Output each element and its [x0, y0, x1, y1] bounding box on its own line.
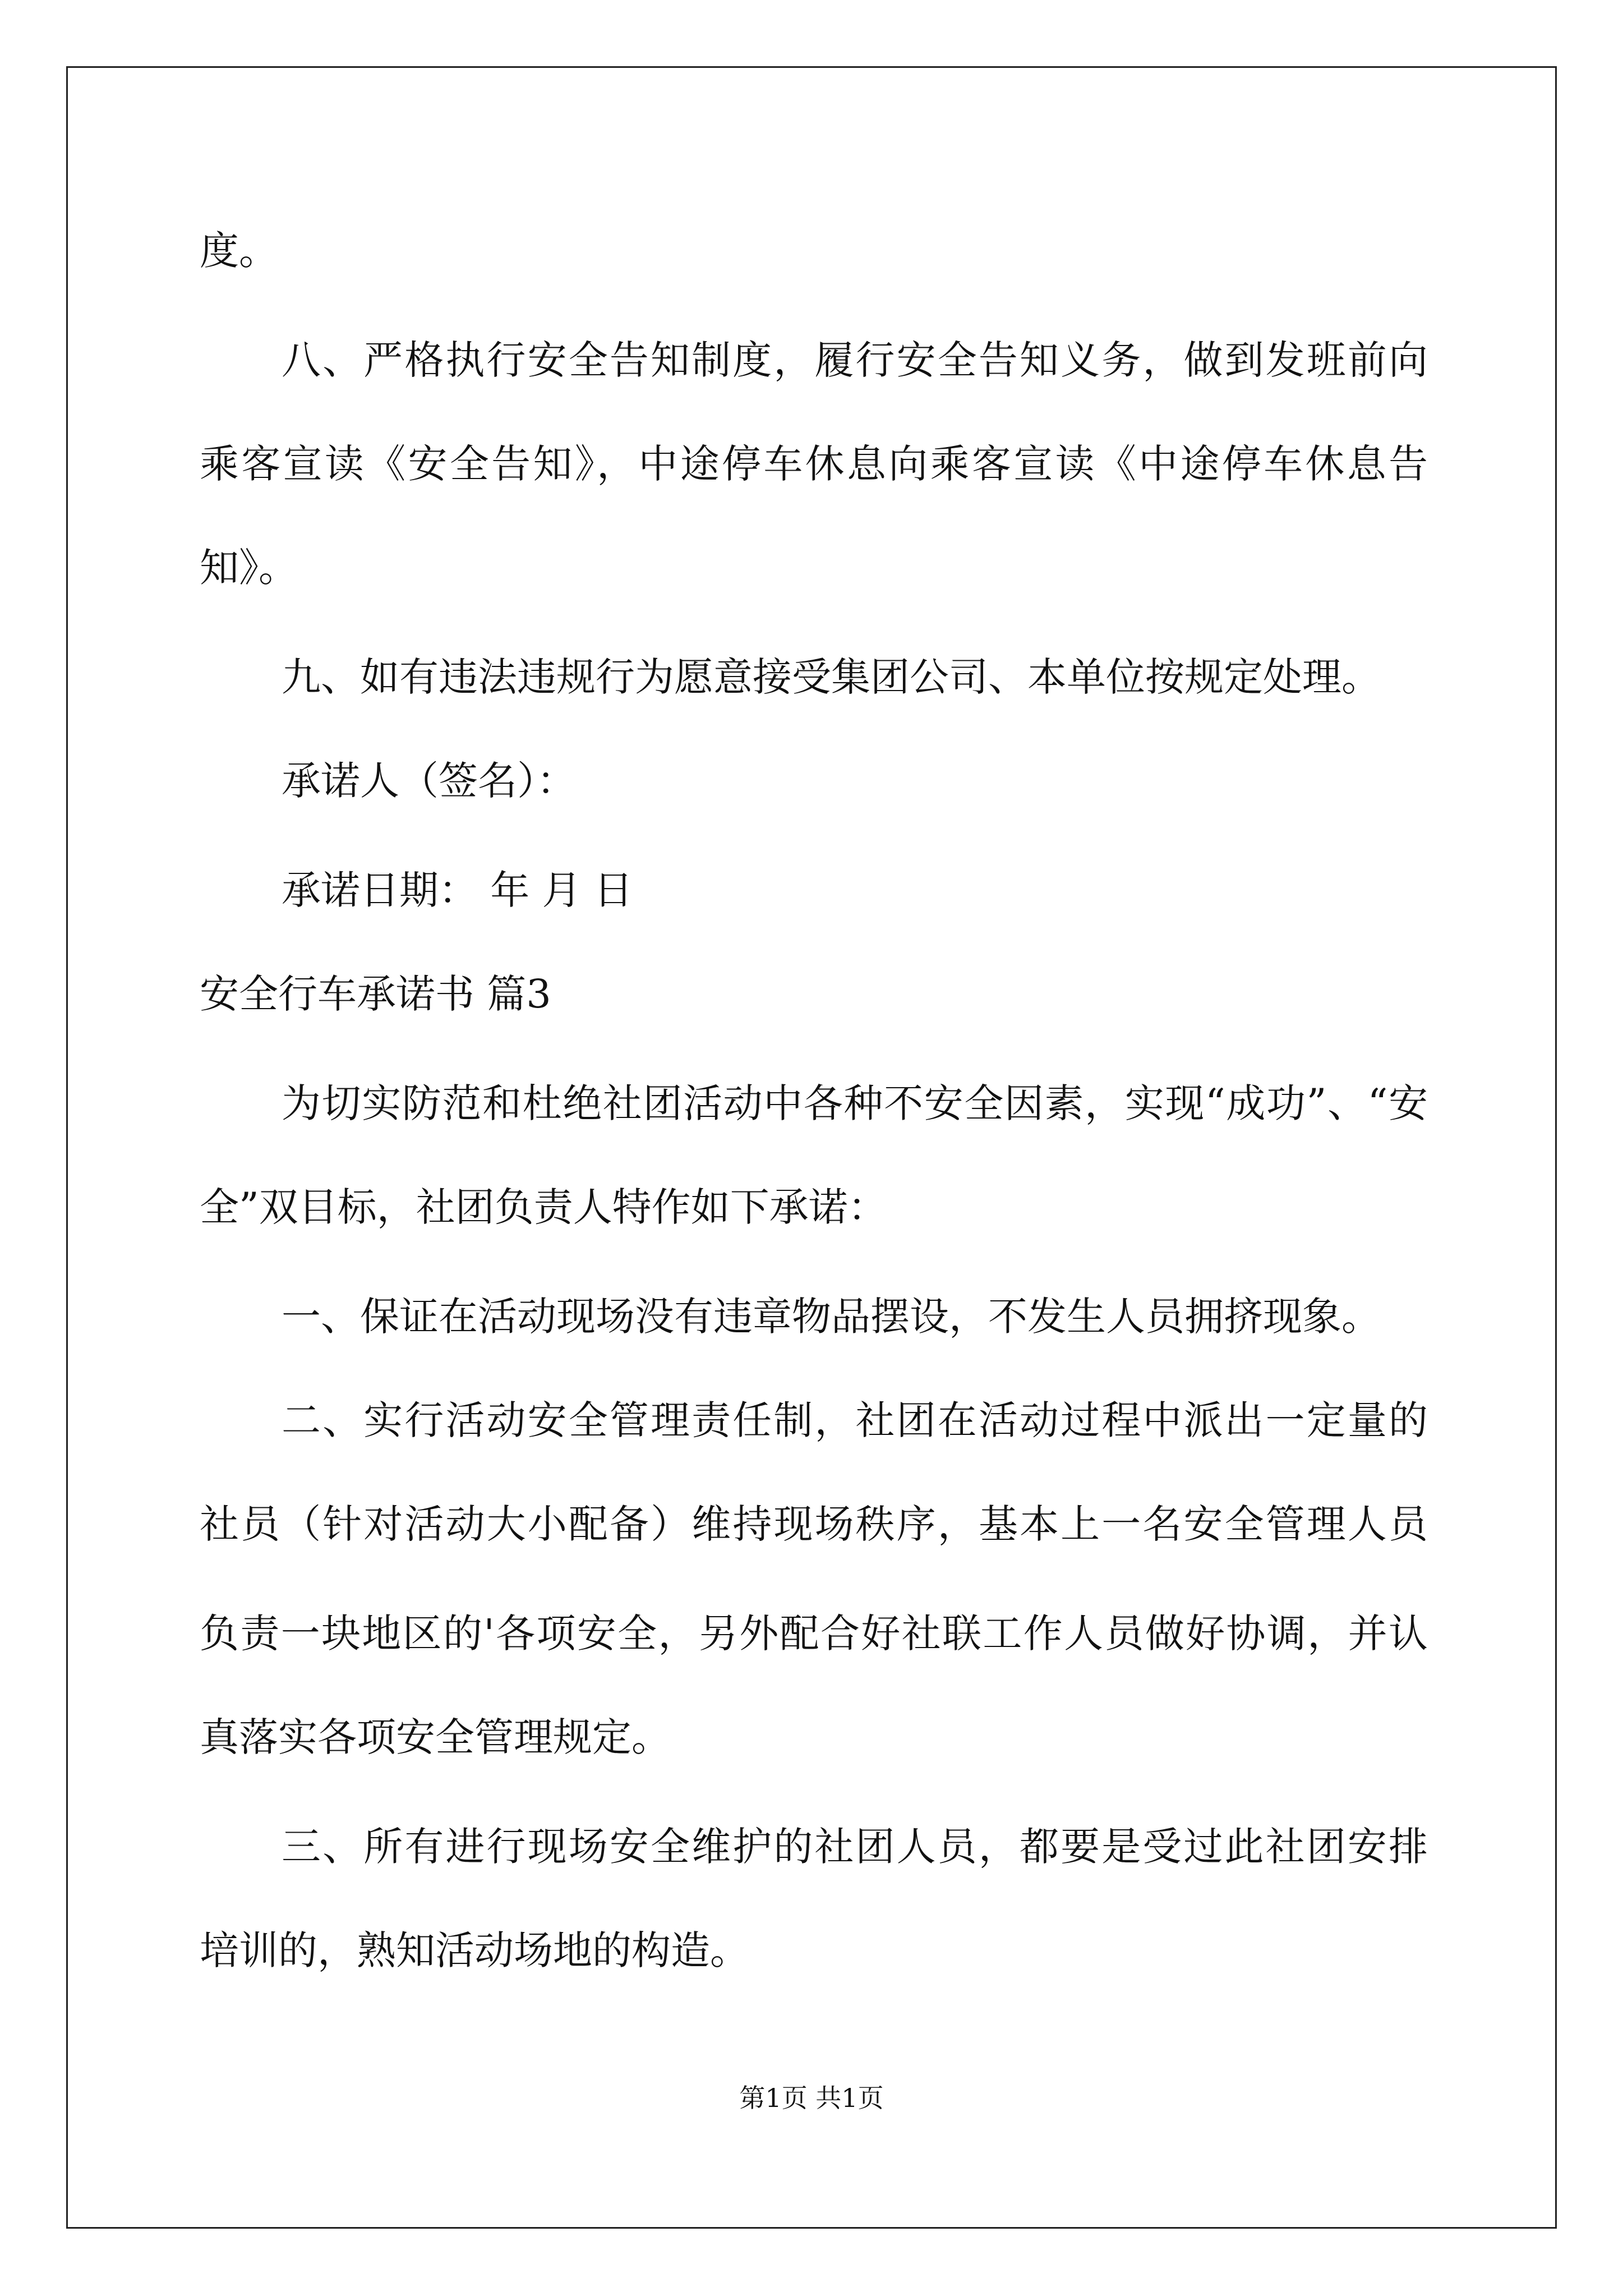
section-heading: 安全行车承诺书 篇3 — [200, 971, 551, 1017]
text-line: 知》。 — [200, 545, 298, 591]
text-line: 度。 — [200, 228, 278, 274]
text-line: 承诺日期： 年 月 日 — [282, 867, 633, 913]
text-line: 全”双目标，社团负责人特作如下承诺： — [200, 1184, 887, 1230]
text-line: 九、如有违法违规行为愿意接受集团公司、本单位按规定处理。 — [282, 654, 1381, 700]
page-footer: 第1页 共1页 — [739, 2083, 884, 2113]
text-line: 社员（针对活动大小配备）维持现场秩序，基本上一名安全管理人员 — [200, 1501, 1428, 1547]
text-line: 乘客宣读《安全告知》，中途停车休息向乘客宣读《中途停车休息告 — [200, 441, 1428, 487]
text-line: 为切实防范和杜绝社团活动中各种不安全因素，实现“成功”、“安 — [282, 1080, 1428, 1126]
text-line: 一、保证在活动现场没有违章物品摆设，不发生人员拥挤现象。 — [282, 1294, 1381, 1340]
page-border — [66, 66, 1557, 2229]
text-line: 真落实各项安全管理规定。 — [200, 1714, 671, 1760]
text-line: 负责一块地区的'各项安全，另外配合好社联工作人员做好协调，并认 — [200, 1611, 1428, 1657]
text-line: 二、实行活动安全管理责任制，社团在活动过程中派出一定量的 — [282, 1397, 1428, 1443]
text-line: 培训的，熟知活动场地的构造。 — [200, 1927, 749, 1973]
text-line: 八、严格执行安全告知制度，履行安全告知义务，做到发班前向 — [282, 337, 1428, 383]
text-line: 承诺人（签名）： — [282, 758, 576, 804]
text-line: 三、所有进行现场安全维护的社团人员，都要是受过此社团安排 — [282, 1824, 1428, 1870]
